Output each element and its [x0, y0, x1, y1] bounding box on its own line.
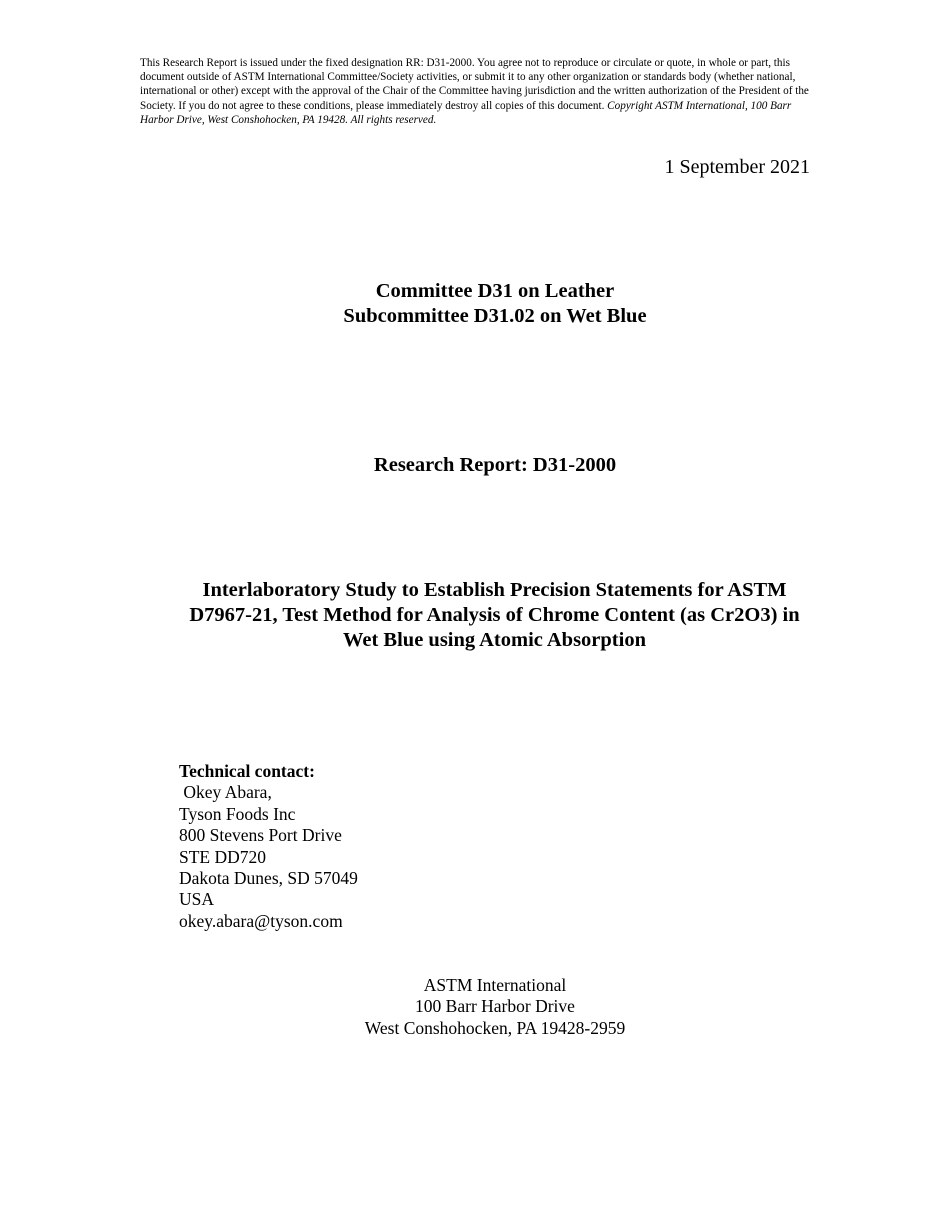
- contact-company: Tyson Foods Inc: [179, 803, 296, 824]
- contact-email: okey.abara@tyson.com: [179, 910, 343, 931]
- copyright-notice: [140, 56, 812, 127]
- astm-address-block: [0, 975, 950, 1039]
- committee-name: Committee D31 on Leather: [375, 280, 615, 302]
- astm-city: West Conshohocken, PA 19428-2959: [364, 1017, 626, 1038]
- contact-city: Dakota Dunes, SD 57049: [179, 868, 358, 889]
- report-date: 1 September 2021: [664, 156, 810, 178]
- subcommittee-name: Subcommittee D31.02 on Wet Blue: [343, 305, 647, 327]
- contact-street: 800 Stevens Port Drive: [179, 825, 342, 846]
- contact-country: USA: [179, 889, 215, 910]
- astm-name: ASTM International: [423, 975, 567, 995]
- contact-name: Okey Abara,: [179, 782, 272, 803]
- study-title: Interlaboratory Study to Establish Precision Statements for ASTM D7967-21, Test Method for Analysis of Chrome Content (as Cr2O3) in Wet Blue using Atomic Absorption: [189, 579, 800, 651]
- astm-street: 100 Barr Harbor Drive: [415, 996, 575, 1017]
- notice-body: This Research Report is issued under the fixed designation RR: D31-2000. You agree not to reproduce or circulate or quote, in whole or part, this document outside of ASTM International Committee/Society activities, or submit it to any other organization or standards body (whether national, international or other) except with the approval of the Chair of the Committee having jurisdiction and the written authorization of the President of the Society. If you do not agree to these conditions, please immediately destroy all copies of this document.: [140, 57, 809, 112]
- committee-heading: [0, 279, 950, 329]
- research-report-id: Research Report: D31-2000: [373, 454, 617, 476]
- technical-contact-block: [179, 761, 358, 932]
- contact-suite: STE DD720: [179, 846, 267, 867]
- notice-copyright: Copyright ASTM International, 100 Barr Harbor Drive, West Conshohocken, PA 19428. All rights reserved.: [140, 99, 792, 126]
- contact-heading: Technical contact:: [179, 761, 315, 781]
